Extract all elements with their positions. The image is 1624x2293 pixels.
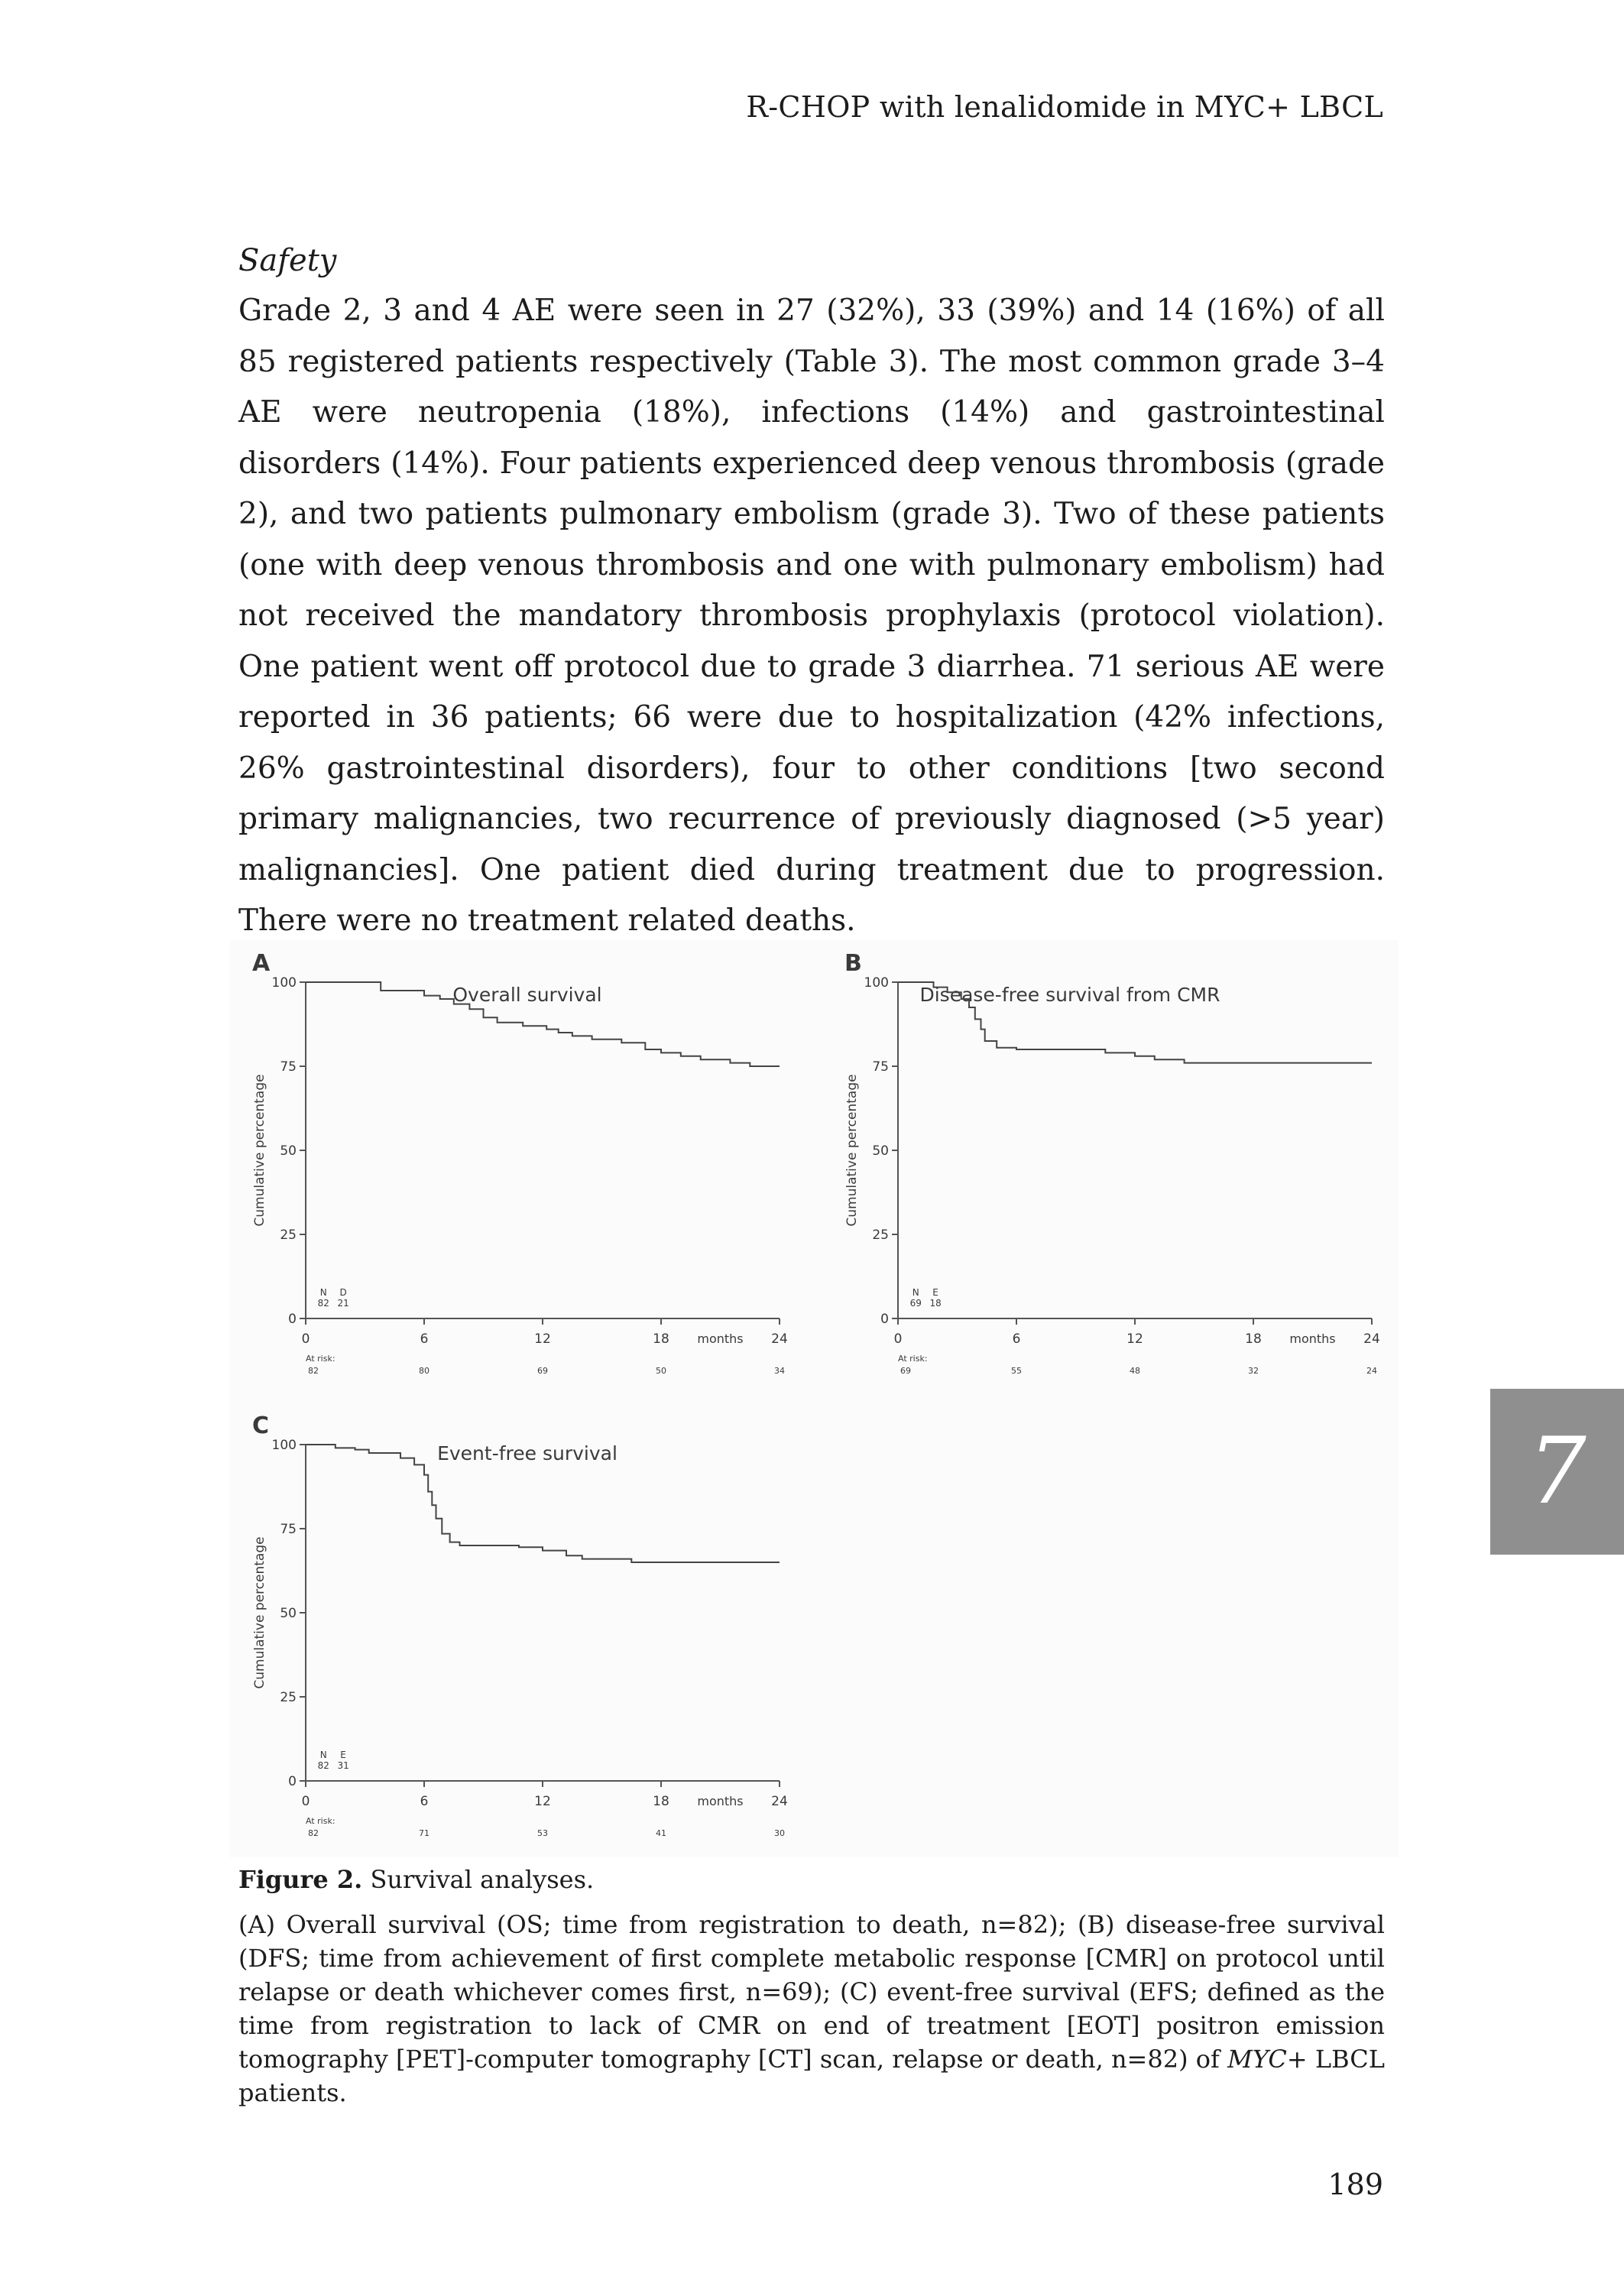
panel-c-letter: C [252, 1412, 270, 1439]
panel-b-stat-label: N [912, 1287, 919, 1298]
panel-c-stat-label: E [340, 1750, 346, 1760]
panel-a-at-risk-value: 50 [656, 1366, 666, 1376]
panel-a-stat-value: 21 [337, 1298, 349, 1309]
panel-a-xtick-label: 24 [771, 1331, 788, 1347]
panel-a-stat-label: D [339, 1287, 347, 1298]
panel-a-at-risk-value: 82 [308, 1366, 319, 1376]
panel-c-at-risk-value: 71 [419, 1828, 430, 1838]
panel-c-at-risk-value: 41 [656, 1828, 666, 1838]
caption-text-italic: MYC [1227, 2045, 1287, 2074]
panel-c-ytick-label: 0 [288, 1774, 297, 1789]
figure-title: Survival analyses. [370, 1865, 595, 1894]
panel-b-at-risk-value: 24 [1366, 1366, 1377, 1376]
panel-c-xlabel: months [697, 1794, 744, 1808]
panel-c-title: Event-free survival [437, 1442, 618, 1464]
panel-c-at-risk-value: 53 [537, 1828, 548, 1838]
panel-b-xtick-label: 18 [1245, 1331, 1262, 1347]
panel-a-at-risk-value: 80 [419, 1366, 430, 1376]
panel-a-ytick-label: 25 [280, 1228, 297, 1243]
panel-b-stat-label: E [932, 1287, 938, 1298]
body-paragraph: Grade 2, 3 and 4 AE were seen in 27 (32%), 33 (39%) and 14 (16%) of all 85 registered patients respectively (Table 3). The most common grade 3–4 AE were neutropenia (18%), infections (14%) and gastrointestinal disorders (14%). Four patients experienced deep venous thrombosis (grade 2), and two patients pulmonary embolism (grade 3). Two of these patients (one with deep venous thrombosis and one with pulmonary embolism) had not received the mandatory thrombosis prophylaxis (protocol violation). One patient went off protocol due to grade 3 diarrhea. 71 serious AE were reported in 36 patients; 66 were due to hospitalization (42% infections, 26% gastrointestinal disorders), four to other conditions [two second primary malignancies, two recurrence of previously diagnosed (>5 year) malignancies]. One patient died during treatment due to progression. There were no treatment related deaths. [238, 294, 1385, 938]
panel-b-at-risk-value: 32 [1248, 1366, 1259, 1376]
panel-a-ytick-label: 100 [271, 975, 297, 991]
panel-c-ytick-label: 50 [280, 1606, 297, 1621]
panel-c-xtick-label: 24 [771, 1794, 788, 1809]
panel-b-ylabel: Cumulative percentage [844, 1074, 860, 1227]
panel-a-ylabel: Cumulative percentage [252, 1074, 267, 1227]
panel-c-ytick-label: 25 [280, 1690, 297, 1705]
panel-b-ytick-label: 25 [872, 1228, 889, 1243]
panel-b-at-risk-value: 69 [900, 1366, 911, 1376]
panel-a-title: Overall survival [452, 984, 602, 1006]
caption-text-main: (A) Overall survival (OS; time from registration to death, n=82); (B) disease-free survival (DFS; time from achievement of first complete metabolic response [CMR] on protocol until relapse or death whichever comes first, n=69); (C) event-free survival (EFS; defined as the time from registration to lack of CMR on end of treatment [EOT] positron emission tomography [PET]-computer tomography [CT] scan, relapse or death, n=82) of [238, 1910, 1385, 2074]
panel-b-stat-value: 69 [909, 1298, 922, 1309]
panel-b-ytick-label: 100 [864, 975, 889, 991]
panel-a-stat-value: 82 [317, 1298, 329, 1309]
panel-a-xtick-label: 18 [653, 1331, 669, 1347]
panel-b-title: Disease-free survival from CMR [919, 984, 1220, 1006]
panel-a-at-risk-label: At risk: [306, 1354, 335, 1364]
figure-caption-text [238, 1908, 1385, 2110]
panel-c-at-risk-value: 30 [774, 1828, 785, 1838]
panel-a-xtick-label: 0 [301, 1331, 310, 1347]
panel-b-at-risk-value: 55 [1011, 1366, 1022, 1376]
panel-c-ytick-label: 100 [271, 1438, 297, 1453]
panel-c-ylabel: Cumulative percentage [252, 1536, 267, 1689]
panel-b-ytick-label: 50 [872, 1143, 889, 1159]
figure-label: Figure 2. [238, 1865, 363, 1894]
panel-b-ytick-label: 0 [880, 1312, 889, 1327]
figure-survival-analyses [229, 940, 1399, 1857]
section-heading: Safety [238, 243, 337, 278]
panel-b-letter: B [844, 950, 862, 977]
panel-c-ytick-label: 75 [280, 1522, 297, 1537]
panel-a-xtick-label: 12 [534, 1331, 551, 1347]
panel-c-xtick-label: 6 [420, 1794, 429, 1809]
panel-b-ytick-label: 75 [872, 1059, 889, 1075]
panel-b-at-risk-label: At risk: [898, 1354, 928, 1364]
panel-c-at-risk-value: 82 [308, 1828, 319, 1838]
chapter-tab: 7 [1490, 1389, 1624, 1555]
caption-text-end: + LBCL patients. [238, 2045, 1386, 2107]
panel-b-xlabel: months [1289, 1331, 1336, 1346]
panel-b-xtick-label: 12 [1126, 1331, 1143, 1347]
panel-a-stat-label: N [319, 1287, 327, 1298]
panel-a-at-risk-value: 69 [537, 1366, 548, 1376]
panel-a-letter: A [252, 950, 271, 977]
panel-a-at-risk-value: 34 [774, 1366, 785, 1376]
panel-b-xtick-label: 6 [1012, 1331, 1021, 1347]
panel-a-ytick-label: 50 [280, 1143, 297, 1159]
panel-b-at-risk-value: 48 [1130, 1366, 1140, 1376]
panel-c-stat-label: N [319, 1750, 327, 1760]
panel-a-ytick-label: 75 [280, 1059, 297, 1075]
survival-charts-svg [229, 940, 1399, 1857]
panel-a-xlabel: months [697, 1331, 744, 1346]
panel-b-xtick-label: 0 [893, 1331, 903, 1347]
page-number: 189 [1327, 2168, 1383, 2201]
panel-c-stat-value: 82 [317, 1760, 329, 1771]
panel-c-at-risk-label: At risk: [306, 1816, 335, 1826]
panel-c-stat-value: 31 [337, 1760, 349, 1771]
figure-caption-title [238, 1865, 594, 1894]
panel-b-stat-value: 18 [929, 1298, 942, 1309]
panel-a-xtick-label: 6 [420, 1331, 429, 1347]
panel-c-xtick-label: 0 [301, 1794, 310, 1809]
panel-c-xtick-label: 12 [534, 1794, 551, 1809]
panel-b-xtick-label: 24 [1363, 1331, 1380, 1347]
panel-c-xtick-label: 18 [653, 1794, 669, 1809]
running-header: R-CHOP with lenalidomide in MYC+ LBCL [746, 90, 1383, 124]
panel-a-ytick-label: 0 [288, 1312, 297, 1327]
